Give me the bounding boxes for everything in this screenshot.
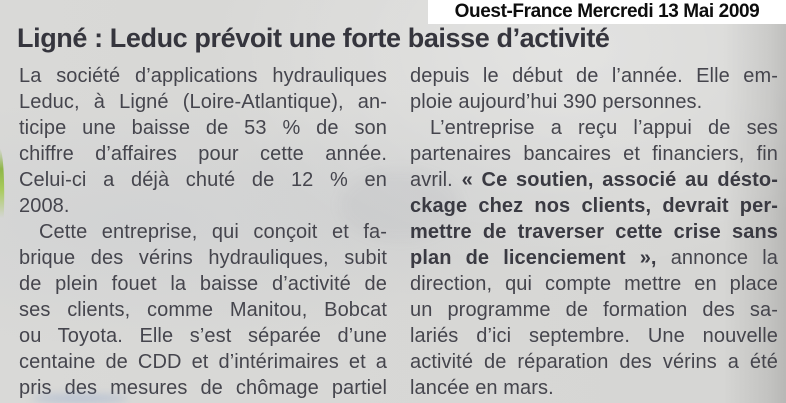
body-text: activité de réparation des vérins a été xyxy=(410,351,778,373)
quote-bold-text: ckage chez nos clients, devrait per- xyxy=(410,195,778,217)
article-line xyxy=(19,167,387,193)
article-line xyxy=(19,115,387,141)
article-line xyxy=(410,375,778,401)
article-body xyxy=(19,63,778,401)
article-line xyxy=(410,297,778,323)
body-text: lancée en mars. xyxy=(410,377,554,399)
article-line xyxy=(19,271,387,297)
article-line xyxy=(410,63,778,89)
body-text: direction, qui compte mettre en place xyxy=(410,273,778,295)
article-line xyxy=(410,349,778,375)
article-line xyxy=(19,245,387,271)
body-text: L’entreprise a reçu l’appui de ses xyxy=(430,117,778,139)
article-column-2 xyxy=(410,63,778,401)
quote-bold-text: « Ce soutien, associé au désto- xyxy=(461,169,778,191)
article-line xyxy=(410,193,778,219)
body-text: lariés d’ici septembre. Une nouvelle xyxy=(410,325,778,347)
quote-bold-text: mettre de traverser cette crise sans xyxy=(410,221,778,243)
quote-bold-text: plan de licenciement », xyxy=(410,247,657,269)
body-text: depuis le début de l’année. Elle em- xyxy=(410,65,778,87)
article-line xyxy=(19,63,387,89)
ink-smudge-artifact xyxy=(32,394,128,403)
body-text: ticipe une baisse de 53 % de son xyxy=(19,117,387,139)
article-line xyxy=(410,271,778,297)
article-line xyxy=(410,323,778,349)
body-text: de plein fouet la baisse d’activité de xyxy=(19,273,387,295)
article-line xyxy=(410,115,778,141)
article-line xyxy=(19,349,387,375)
masthead-text: Ouest-France Mercredi 13 Mai 2009 xyxy=(454,1,760,22)
body-text: chiffre d’affaires pour cette année. xyxy=(19,143,387,165)
article-line xyxy=(410,245,778,271)
body-text: centaine de CDD et d’intérimaires et a xyxy=(19,351,387,373)
article-line xyxy=(410,167,778,193)
article-line xyxy=(410,141,778,167)
body-text: ou Toyota. Elle s’est séparée d’une xyxy=(19,325,387,347)
green-scan-artifact xyxy=(0,148,6,218)
body-text: Leduc, à Ligné (Loire-Atlantique), an- xyxy=(19,91,387,113)
article-line xyxy=(410,89,778,115)
article-headline: Ligné : Leduc prévoit une forte baisse d’activité xyxy=(17,23,610,53)
article-line xyxy=(19,141,387,167)
body-text: ploie aujourd’hui 390 personnes. xyxy=(410,91,703,113)
body-text: pris des mesures de chômage partiel xyxy=(19,377,387,399)
body-text: partenaires bancaires et financiers, fin xyxy=(410,143,778,165)
article-line xyxy=(19,219,387,245)
article-line xyxy=(19,89,387,115)
body-text: annonce la xyxy=(656,247,778,269)
body-text: La société d’applications hydrauliques xyxy=(19,65,387,87)
masthead-dateline xyxy=(428,0,786,24)
body-text: ses clients, comme Manitou, Bobcat xyxy=(19,299,387,321)
article-line xyxy=(410,219,778,245)
article-line xyxy=(19,297,387,323)
body-text: 2008. xyxy=(19,195,70,217)
article-line xyxy=(19,323,387,349)
body-text: avril. xyxy=(410,169,462,191)
body-text: Cette entreprise, qui conçoit et fa- xyxy=(39,221,387,243)
article-column-1 xyxy=(19,63,387,401)
article-line xyxy=(19,193,387,219)
body-text: brique des vérins hydrauliques, subit xyxy=(19,247,387,269)
body-text: un programme de formation des sa- xyxy=(410,299,778,321)
body-text: Celui-ci a déjà chuté de 12 % en xyxy=(19,169,387,191)
